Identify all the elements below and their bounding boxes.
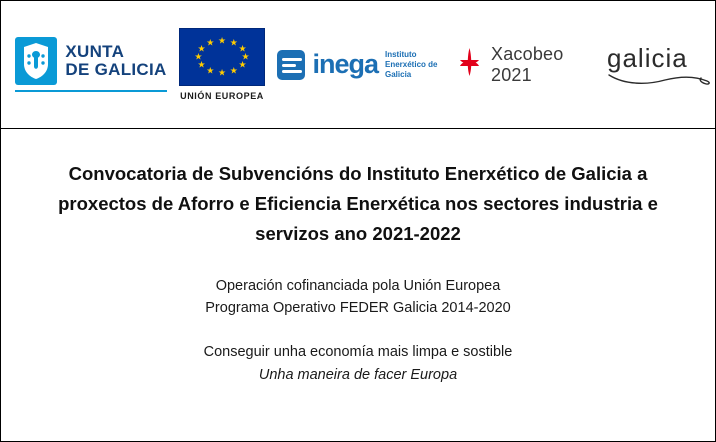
xunta-line2: DE GALICIA xyxy=(65,60,167,79)
galicia-wordmark: galicia xyxy=(607,43,688,73)
logo-galicia xyxy=(607,1,716,128)
inega-wordmark: inega xyxy=(312,49,378,79)
logo-band xyxy=(1,1,715,129)
poster-body xyxy=(1,129,715,387)
slogan-line: Conseguir unha economía mais limpa e sostible xyxy=(203,344,513,360)
logo-inega xyxy=(277,1,457,128)
xunta-line1: XUNTA xyxy=(65,42,125,61)
xacobeo-wordmark: Xacobeo 2021 xyxy=(491,43,564,85)
funding-line-2: Programa Operativo FEDER Galicia 2014-2020 xyxy=(205,300,511,316)
inega-lines-icon xyxy=(277,50,305,80)
eu-caption: UNIÓN EUROPEA xyxy=(180,91,264,101)
logo-xunta-de-galicia xyxy=(15,1,167,128)
european-union-flag-icon: ★ ★ ★ ★ ★ ★ ★ ★ ★ ★ ★ ★ xyxy=(179,28,265,86)
inega-subtitle: Instituto Enerxético de Galicia xyxy=(385,49,438,79)
logo-union-europea xyxy=(167,1,277,128)
xunta-underline xyxy=(15,90,167,92)
slogan-italic-line: Unha maneira de facer Europa xyxy=(258,367,458,383)
xacobeo-cross-icon xyxy=(457,47,483,82)
funding-line-1: Operación cofinanciada pola Unión Europea xyxy=(215,278,501,294)
page-title: Convocatoria de Subvencións do Instituto Enerxético de Galicia a proxectos de Aforro e Eficiencia Enerxética nos sectores industria e servizos ano 2021-2022 xyxy=(58,163,658,244)
galicia-shield-icon xyxy=(15,37,57,85)
slogan-block xyxy=(35,341,681,387)
logo-xacobeo-2021 xyxy=(457,1,607,128)
funding-block xyxy=(35,275,681,319)
